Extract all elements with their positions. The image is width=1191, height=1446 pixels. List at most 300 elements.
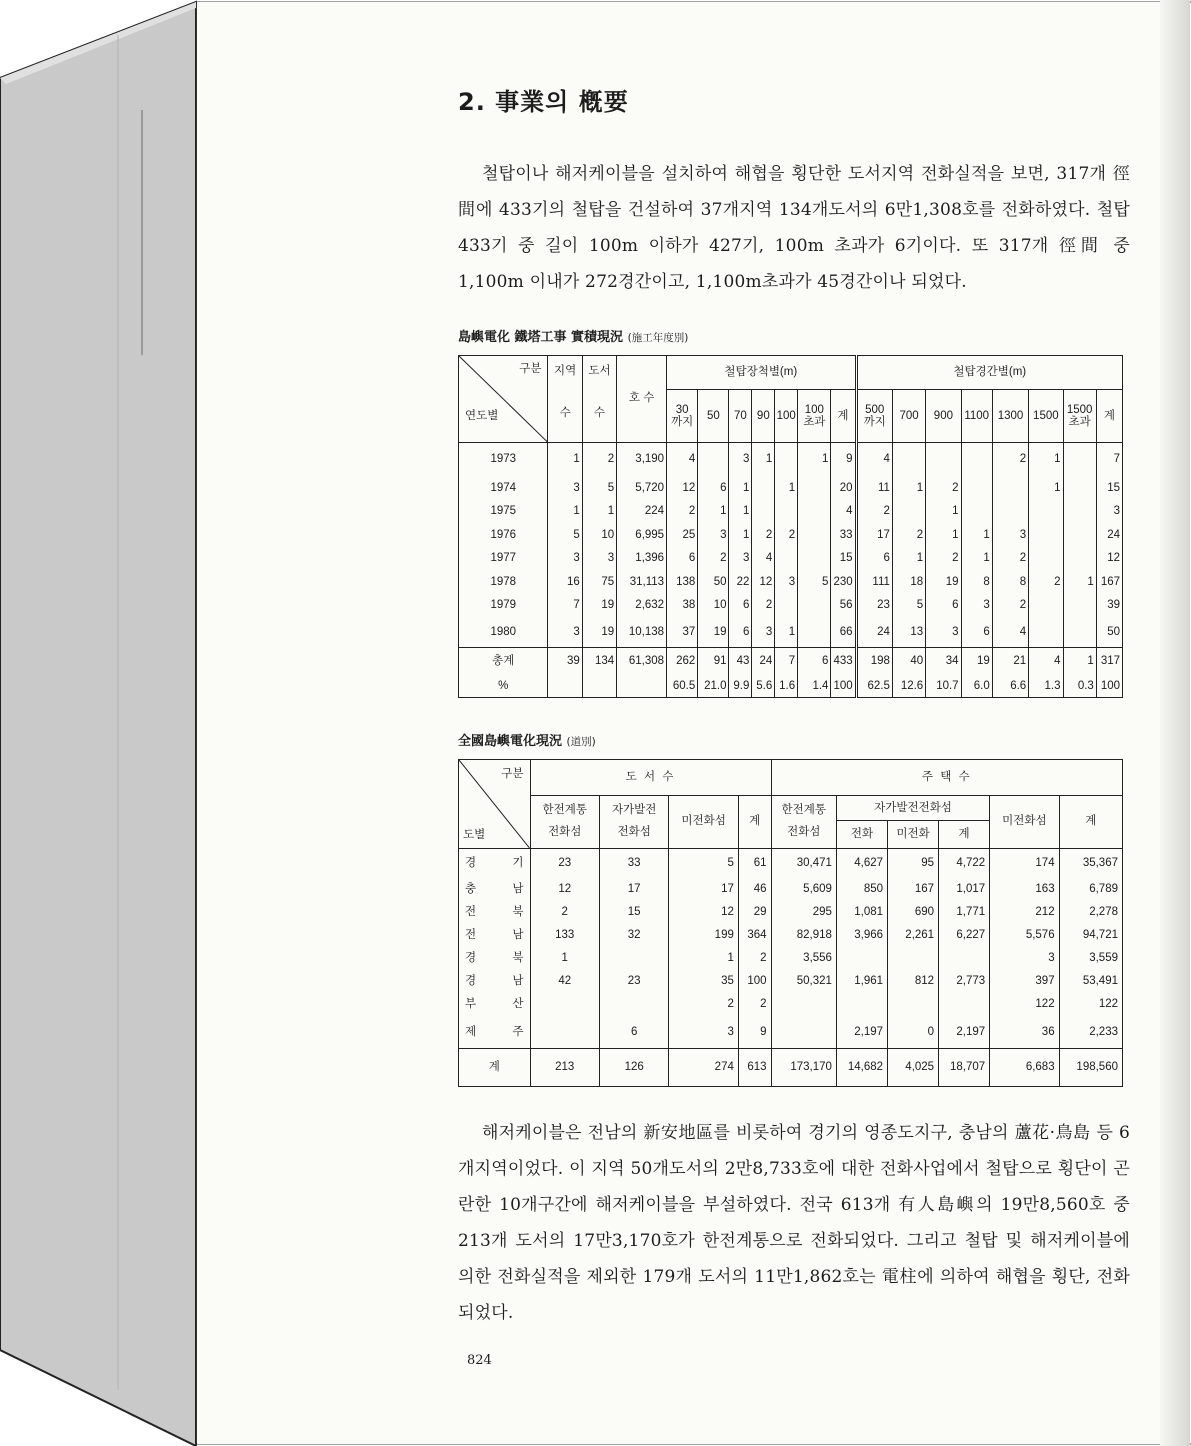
table-cell: 4 [831,500,856,524]
table-cell: 10 [698,594,729,618]
table-cell: 56 [831,594,856,618]
table-cell: 2 [926,477,961,501]
table2-corner-top: 구분 [501,768,524,780]
table-cell: 122 [990,994,1059,1017]
table-cell [798,618,831,648]
table-cell: 4 [667,443,698,477]
table-cell: 2 [1029,571,1063,595]
table1-row-1979 [459,594,1123,618]
table-cell: 25 [667,524,698,548]
table1-length-group-header: 철탑장척별(m) [667,356,856,390]
table-cell: 39 [548,648,582,676]
table2-h-self-group-header [836,796,989,849]
table2-row [459,1017,1123,1049]
table-cell: 1 [548,500,582,524]
table2-h-self-subheaders [837,821,989,848]
row-label: 경 남 [459,971,531,994]
table-cell: 1.6 [775,676,798,698]
table2-total-row [459,1049,1123,1087]
row-label: 1979 [459,594,548,618]
table-cell [1063,594,1096,618]
table-cell [752,500,775,524]
table-cell: 100 [1096,676,1122,698]
table-cell [548,676,582,698]
table-cell [798,477,831,501]
table-cell: 198,560 [1059,1049,1122,1087]
table1-subheader-span-2: 900 [926,390,961,443]
table-cell: 5,576 [990,925,1059,948]
table-cell: 1 [892,477,925,501]
table-cell: 21.0 [698,676,729,698]
table2-row [459,994,1123,1017]
section-title: 2. 事業의 槪要 [458,88,629,116]
table-cell: 12 [752,571,775,595]
table-cell: 2 [892,524,925,548]
table1-caption-note: (施工年度別) [627,332,689,344]
table-cell: 1 [729,500,752,524]
table-cell: 198 [856,648,892,676]
table-cell: 3 [582,547,616,571]
table-cell: 5,720 [617,477,667,501]
table-cell [1029,618,1063,648]
table-cell: 2 [752,594,775,618]
table-cell: 4,627 [836,849,887,879]
table-cell: 33 [831,524,856,548]
table-cell: 1 [926,500,961,524]
table-cell: 2 [752,524,775,548]
table-cell [1029,524,1063,548]
table-cell: 20 [831,477,856,501]
table-cell: 16 [548,571,582,595]
table-cell: 2 [530,902,599,925]
table-cell: 1,961 [836,971,887,994]
table1-island-header [582,356,616,443]
table-cell: 1 [1063,648,1096,676]
table1-caption-title: 島嶼電化 鐵塔工事 實積現況 [458,330,624,345]
table-cell: 1,081 [836,902,887,925]
table-cell [961,500,992,524]
table1-subheader-length-5: 100 초과 [798,390,831,443]
table-cell: 43 [729,648,752,676]
table-cell: 1.4 [798,676,831,698]
table-cell: 2 [698,547,729,571]
table-cell: 213 [530,1049,599,1087]
table-cell: 18,707 [939,1049,990,1087]
row-label: 충 남 [459,879,531,902]
table-cell: 1 [1029,443,1063,477]
table-cell: 2,233 [1059,1017,1122,1049]
table1-corner-top: 구분 [519,363,542,375]
table-cell: 2 [992,547,1028,571]
table-cell: 61 [738,849,771,879]
table2-row [459,849,1123,879]
table2-h-total-header: 계 [1059,796,1122,849]
row-label: % [459,676,548,698]
table-cell: 6 [798,648,831,676]
table-cell: 15 [599,902,668,925]
table1-island-top: 도서 [588,365,611,377]
table-cell: 274 [669,1049,738,1087]
table-cell: 4 [1029,648,1063,676]
table1-region-bottom: 수 [559,406,571,419]
table-cell: 174 [990,849,1059,879]
table1-row-1977 [459,547,1123,571]
table-cell: 812 [888,971,939,994]
table2-houses-group-header: 주 택 수 [771,760,1122,796]
table2-corner-bottom: 도별 [463,828,486,841]
table1-subheader-length-1: 50 [698,390,729,443]
table-cell: 36 [990,1017,1059,1049]
table-cell: 2 [667,500,698,524]
table-cell: 433 [831,648,856,676]
table-cell: 5,609 [771,879,836,902]
table2-corner-cell [459,760,531,849]
table-cell: 10,138 [617,618,667,648]
table-cell: 4,722 [939,849,990,879]
table-cell: 17 [599,879,668,902]
table-cell: 2 [775,524,798,548]
table-cell: 1 [752,443,775,477]
table-cell: 126 [599,1049,668,1087]
table-cell: 24 [752,648,775,676]
table-cell: 18 [892,571,925,595]
table-cell: 1 [961,547,992,571]
table-cell: 12 [530,879,599,902]
table1-caption [458,326,1130,345]
table1-row-1975 [459,500,1123,524]
table-cell: 3,556 [771,948,836,971]
table-cell: 19 [582,594,616,618]
table-cell: 33 [599,849,668,879]
table-cell: 5 [669,849,738,879]
table-cell: 10.7 [926,676,961,698]
table-cell: 199 [669,925,738,948]
table-cell: 1 [698,500,729,524]
table-cell: 24 [856,618,892,648]
table-cell: 6 [599,1017,668,1049]
table-cell: 19 [582,618,616,648]
table-cell: 364 [738,925,771,948]
table-cell [1063,500,1096,524]
table-cell: 1 [582,500,616,524]
row-label: 경 북 [459,948,531,971]
table-cell: 6 [856,547,892,571]
table-cell: 3 [548,547,582,571]
table-cell: 2,773 [939,971,990,994]
table-cell [752,477,775,501]
table-cell: 6,789 [1059,879,1122,902]
table-cell: 6.6 [992,676,1028,698]
row-label: 1977 [459,547,548,571]
table1-region-top: 지역 [554,365,577,377]
table-cell: 4 [992,618,1028,648]
table-cell [775,594,798,618]
table-cell: 2,197 [939,1017,990,1049]
table-cell: 3 [548,618,582,648]
table-cell: 212 [990,902,1059,925]
table-cell: 3 [992,524,1028,548]
table-cell: 173,170 [771,1049,836,1087]
table-cell: 1 [892,547,925,571]
tower-construction-table [458,355,1123,698]
table1-subheader-length-3: 90 [752,390,775,443]
table2-isl-kepco-header: 한전계통 전화섬 [530,796,599,849]
table-cell: 6 [926,594,961,618]
table-cell [617,676,667,698]
table-cell: 35 [669,971,738,994]
row-label: 1973 [459,443,548,477]
table-cell: 122 [1059,994,1122,1017]
table2-row [459,879,1123,902]
table-cell: 23 [599,971,668,994]
table-cell: 2 [992,594,1028,618]
table-cell [582,676,616,698]
table-cell: 3 [961,594,992,618]
table-cell: 12.6 [892,676,925,698]
table-cell: 17 [856,524,892,548]
table-cell: 24 [1096,524,1122,548]
table-cell: 2,632 [617,594,667,618]
table-cell: 0.3 [1063,676,1096,698]
table-cell [961,443,992,477]
table-cell: 15 [1096,477,1122,501]
table-cell: 397 [990,971,1059,994]
table-cell: 1,017 [939,879,990,902]
table-cell: 6 [729,618,752,648]
table-cell: 7 [1096,443,1122,477]
table2-caption [458,730,1130,749]
page-content [458,80,1130,1331]
table-cell: 134 [582,648,616,676]
table-cell [775,547,798,571]
table-cell [888,994,939,1017]
table-cell: 1 [530,948,599,971]
table-cell: 60.5 [667,676,698,698]
table-cell: 3 [775,571,798,595]
table-cell: 34 [926,648,961,676]
table-cell: 46 [738,879,771,902]
table2-isl-self-header: 자가발전 전화섬 [599,796,668,849]
table-cell: 19 [698,618,729,648]
table-cell: 15 [831,547,856,571]
table1-subheader-span-5: 1500 [1029,390,1063,443]
table2-h-self-elec-header: 전화 [837,821,888,848]
table-cell: 29 [738,902,771,925]
table-cell: 30,471 [771,849,836,879]
table-cell: 5.6 [752,676,775,698]
row-label: 제 주 [459,1017,531,1049]
table-cell [798,547,831,571]
table-cell: 3,966 [836,925,887,948]
table-cell: 167 [888,879,939,902]
table2-h-none-header: 미전화섬 [990,796,1059,849]
table-cell [961,477,992,501]
table-cell: 1,396 [617,547,667,571]
table-cell: 9 [738,1017,771,1049]
table-cell [1029,594,1063,618]
table-cell: 1 [798,443,831,477]
page-number: 824 [467,1353,492,1368]
table-cell: 3 [1096,500,1122,524]
table-cell: 613 [738,1049,771,1087]
table-cell: 6,227 [939,925,990,948]
table-cell [836,994,887,1017]
table-cell: 111 [856,571,892,595]
table-cell: 163 [990,879,1059,902]
table-cell: 4 [856,443,892,477]
row-label: 부 산 [459,994,531,1017]
table-cell: 10 [582,524,616,548]
table-cell: 14,682 [836,1049,887,1087]
table-cell: 42 [530,971,599,994]
table-cell: 1 [775,618,798,648]
table-cell: 133 [530,925,599,948]
table-cell: 12 [669,902,738,925]
table-cell [1029,547,1063,571]
table-cell: 100 [831,676,856,698]
table-cell: 66 [831,618,856,648]
table1-corner-bottom: 연도별 [465,409,499,422]
table-cell: 19 [926,571,961,595]
table-cell: 1 [1029,477,1063,501]
table2-islands-group-header: 도 서 수 [530,760,771,796]
table-cell: 1 [669,948,738,971]
table-cell: 6 [698,477,729,501]
table-cell: 38 [667,594,698,618]
table1-total-row [459,648,1123,676]
table2-row [459,971,1123,994]
table1-corner-cell [459,356,548,443]
table-cell [836,948,887,971]
row-label: 전 북 [459,902,531,925]
table-cell: 91 [698,648,729,676]
table2-h-self-none-header: 미전화 [888,821,939,848]
table1-row-1978 [459,571,1123,595]
table-cell: 2 [738,994,771,1017]
table-cell: 138 [667,571,698,595]
table-cell: 262 [667,648,698,676]
table-cell: 3 [729,547,752,571]
table-cell: 6 [667,547,698,571]
table-cell: 32 [599,925,668,948]
table-cell: 5 [892,594,925,618]
table2-isl-total-header: 계 [738,796,771,849]
table-cell: 5 [548,524,582,548]
table2-caption-note: (道別) [566,736,596,748]
row-label: 1978 [459,571,548,595]
table-cell: 2 [926,547,961,571]
table-cell: 1 [729,477,752,501]
table-cell: 94,721 [1059,925,1122,948]
table-cell [992,477,1028,501]
table-cell: 82,918 [771,925,836,948]
table1-row-1973 [459,443,1123,477]
table-cell: 224 [617,500,667,524]
table-cell [1029,500,1063,524]
table-cell: 6 [961,618,992,648]
table-cell [530,1017,599,1049]
table1-region-header [548,356,582,443]
intro-paragraph: 철탑이나 해저케이블을 설치하여 해협을 횡단한 도서지역 전화실적을 보면, 317개 徑間에 433기의 철탑을 건설하여 37개지역 134개도서의 6만1,308호를 전화하였다. 철탑 433기 중 길이 100m 이하가 427기, 100m 초과가 6기이다. 또 317개 徑間 중 1,100m 이내가 272경간이고, 1,100m초과가 45경간이나 되었다. [458,164,1130,292]
table-cell: 3 [669,1017,738,1049]
table-cell: 23 [856,594,892,618]
table-cell: 1 [548,443,582,477]
table2-row [459,925,1123,948]
table-cell: 11 [856,477,892,501]
table2-row [459,948,1123,971]
table-cell: 12 [667,477,698,501]
table-cell: 2 [856,500,892,524]
table-cell [798,594,831,618]
table-cell [1063,443,1096,477]
table-cell: 3 [548,477,582,501]
table-cell [892,443,925,477]
table2-h-kepco-header: 한전계통 전화섬 [771,796,836,849]
row-label: 1974 [459,477,548,501]
table-cell [892,500,925,524]
table-cell: 1 [926,524,961,548]
table-cell: 3,190 [617,443,667,477]
table-cell: 5 [798,571,831,595]
table-cell: 9 [831,443,856,477]
table-cell: 50 [1096,618,1122,648]
table-cell: 0 [888,1017,939,1049]
table2-h-self-group-label: 자가발전전화섬 [837,796,989,821]
row-label: 1975 [459,500,548,524]
table-cell: 50 [698,571,729,595]
table1-subheader-length-0: 30 까지 [667,390,698,443]
table2-isl-none-header: 미전화섬 [669,796,738,849]
table-cell: 5 [582,477,616,501]
table-cell: 2,197 [836,1017,887,1049]
table-cell: 690 [888,902,939,925]
table-cell: 1.3 [1029,676,1063,698]
table1-row-1980 [459,618,1123,648]
table-cell: 8 [961,571,992,595]
table-cell [798,524,831,548]
table-cell: 17 [669,879,738,902]
closing-paragraph: 해저케이블은 전남의 新安地區를 비롯하여 경기의 영종도지구, 충남의 蘆花·鳥島 등 6개지역이었다. 이 지역 50개도서의 2만8,733호에 대한 전화사업에서 철탑으로 횡단이 곤란한 10개구간에 해저케이블을 부설하였다. 전국 613개 有人島嶼의 19만8,560호 중 213개 도서의 17만3,170호가 한전계통으로 전화되었다. 그리고 철탑 및 해저케이블에 의한 전화실적을 제외한 179개 도서의 11만1,862호는 電柱에 의하여 해협을 횡단, 전화되었다. [458,1123,1130,1323]
table-cell [599,994,668,1017]
table1-subheader-span-7: 계 [1096,390,1122,443]
table-cell: 3,559 [1059,948,1122,971]
island-electrification-table [458,759,1123,1087]
table-cell: 3 [729,443,752,477]
table1-subheader-span-0: 500 까지 [856,390,892,443]
table-cell: 4,025 [888,1049,939,1087]
table-cell [1063,477,1096,501]
table1-subheader-span-6: 1500 초과 [1063,390,1096,443]
table-cell: 6 [729,594,752,618]
table-cell [888,948,939,971]
table2-row [459,902,1123,925]
table-cell [1063,547,1096,571]
table1-subheader-length-6: 계 [831,390,856,443]
table-cell: 50,321 [771,971,836,994]
page-edge-shadow [1160,0,1190,1446]
table-cell [530,994,599,1017]
table1-subheader-span-3: 1100 [961,390,992,443]
table-cell: 95 [888,849,939,879]
table-cell: 37 [667,618,698,648]
table1-subheader-length-2: 70 [729,390,752,443]
table-cell: 40 [892,648,925,676]
table-cell: 39 [1096,594,1122,618]
row-label: 총계 [459,648,548,676]
table1-island-bottom: 수 [593,406,606,419]
table-cell: 31,113 [617,571,667,595]
table-cell: 2 [738,948,771,971]
